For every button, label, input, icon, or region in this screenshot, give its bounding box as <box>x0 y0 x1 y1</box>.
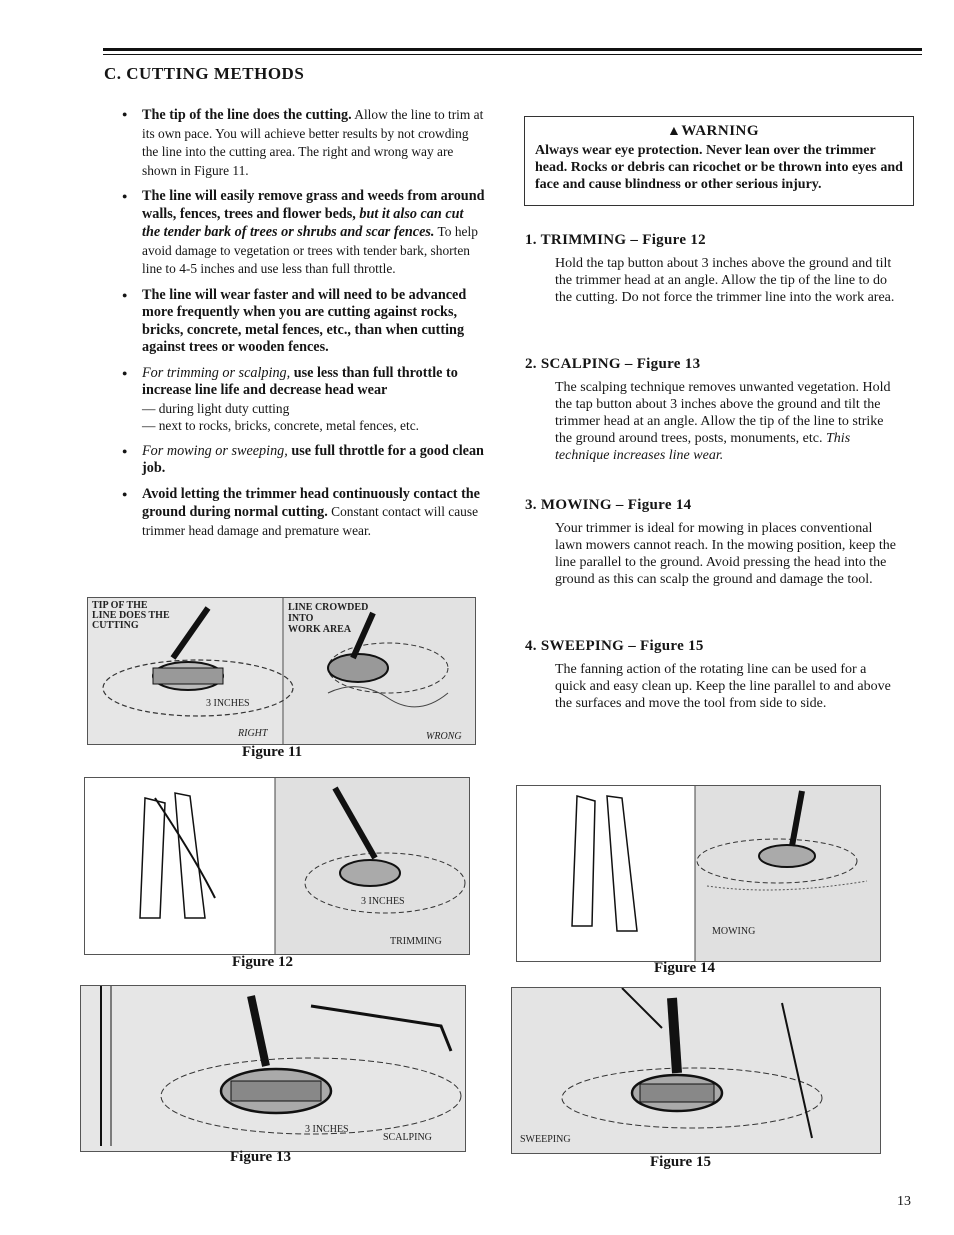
bullet-italic: but it also can cut the tender bark of trees or shrubs and scar fences. <box>142 205 464 240</box>
figure-13-caption: Figure 13 <box>230 1149 291 1165</box>
method-heading: 2. SCALPING – Figure 13 <box>525 356 701 372</box>
fig11-inches-label: 3 INCHES <box>206 698 250 709</box>
fig11-wrong-label: WRONG <box>426 731 462 742</box>
fig15-sweeping-label: SWEEPING <box>520 1134 571 1145</box>
fig11-tip-label: TIP OF THE <box>92 600 148 611</box>
figure-12-caption: Figure 12 <box>232 954 293 970</box>
bullet-item <box>120 287 485 357</box>
bullet-lead: The line will easily remove grass and weeds from around walls, fences, trees and flower beds, <box>142 188 485 222</box>
figure-11-image <box>87 597 476 745</box>
fig14-mowing-label: MOWING <box>712 926 756 937</box>
figure-15-caption: Figure 15 <box>650 1154 711 1170</box>
figure-14-caption: Figure 14 <box>654 960 715 976</box>
bullet-text: Allow the line to trim at its own pace. You will achieve better results by not crowding the line into the cutting area. The right and wrong way are shown in Figure 11. <box>142 107 484 178</box>
method-sweeping <box>525 638 900 712</box>
fig13-inches-label: 3 INCHES <box>305 1124 349 1135</box>
figure-13-image <box>80 985 466 1152</box>
figure-14-image <box>516 785 881 962</box>
fig11-tip-label: CUTTING <box>92 620 139 631</box>
warning-title: ▲WARNING <box>667 123 760 139</box>
fig12-inches-label: 3 INCHES <box>361 896 405 907</box>
figure-12-image <box>84 777 470 955</box>
bullet-sub: — next to rocks, bricks, concrete, metal fences, etc. <box>142 418 419 433</box>
figure-11-caption: Figure 11 <box>242 744 303 760</box>
method-scalping <box>525 356 900 464</box>
bullet-lead: Avoid letting the trimmer head continuously contact the ground during normal cutting. <box>142 485 480 520</box>
bullet-lead: The line will wear faster and will need to be advanced more frequently when you are cutting against rocks, bricks, concrete, metal fences, etc., than when cutting against trees or wooden fences. <box>142 286 467 355</box>
bullet-item <box>120 443 485 478</box>
method-body: The scalping technique removes unwanted vegetation. Hold the tap button about 3 inches above the ground and tilt the trimmer head at an angle. Allow the tip of the line to strike the ground around trees, posts, monuments, etc. This technique increases line wear. <box>555 380 891 463</box>
bullet-lead: The tip of the line does the cutting. <box>142 107 352 123</box>
bullet-italic: For mowing or sweeping, <box>142 442 288 459</box>
fig11-crowd-label: WORK AREA <box>288 624 352 635</box>
fig11-crowd-label: LINE CROWDED <box>288 602 369 613</box>
bullet-sub: — during light duty cutting <box>142 400 290 416</box>
method-trimming <box>525 232 900 306</box>
bullet-item <box>120 486 485 541</box>
bullet-item <box>120 188 485 279</box>
fig11-right-label: RIGHT <box>238 728 268 739</box>
method-heading: 1. TRIMMING – Figure 12 <box>525 232 706 248</box>
header-rule <box>103 48 922 51</box>
warning-box <box>524 116 914 206</box>
method-body: Hold the tap button about 3 inches above the ground and tilt the trimmer head at an angle. Allow the tip of the line to do the cutting. Do not force the trimmer line into the work area. <box>555 256 895 305</box>
warning-triangle-icon: ▲ <box>667 124 682 139</box>
method-mowing <box>525 497 900 588</box>
fig12-trimming-label: TRIMMING <box>390 936 442 947</box>
bullet-item <box>120 365 485 435</box>
bullet-italic: For trimming or scalping, <box>142 364 291 381</box>
bullet-lead: use less than full throttle to increase line life and decrease head wear <box>142 364 458 398</box>
method-body: Your trimmer is ideal for mowing in places conventional lawn mowers cannot reach. In the mowing position, keep the line parallel to the ground. Avoid pressing the head into the ground as this can scalp the ground and damage the tool. <box>555 521 896 587</box>
fig11-tip-label: LINE DOES THE <box>92 610 170 621</box>
fig11-crowd-label: INTO <box>288 613 314 624</box>
bullet-lead: use full throttle for a good clean job. <box>142 442 484 476</box>
header-rule-thin <box>103 54 922 55</box>
method-heading: 3. MOWING – Figure 14 <box>525 497 692 513</box>
bullet-text: To help avoid damage to vegetation or trees with tender bark, shorten line to 4-5 inches and use less than full throttle. <box>142 224 478 276</box>
bullet-text: Constant contact will cause trimmer head damage and premature wear. <box>142 504 479 538</box>
method-body: The fanning action of the rotating line can be used for a quick and easy clean up. Keep the line parallel to and above the surfaces and move the tool from side to side. <box>555 662 891 711</box>
method-heading: 4. SWEEPING – Figure 15 <box>525 638 704 654</box>
warning-text: Always wear eye protection. Never lean over the trimmer head. Rocks or debris can ricochet or be thrown into eyes and face and cause blindness or other serious injury. <box>535 143 903 192</box>
figure-15-image <box>511 987 881 1154</box>
section-title: C. CUTTING METHODS <box>104 64 305 83</box>
bullet-item <box>120 106 485 180</box>
left-column <box>120 106 485 548</box>
page-number: 13 <box>897 1194 911 1209</box>
fig13-scalping-label: SCALPING <box>383 1132 432 1143</box>
